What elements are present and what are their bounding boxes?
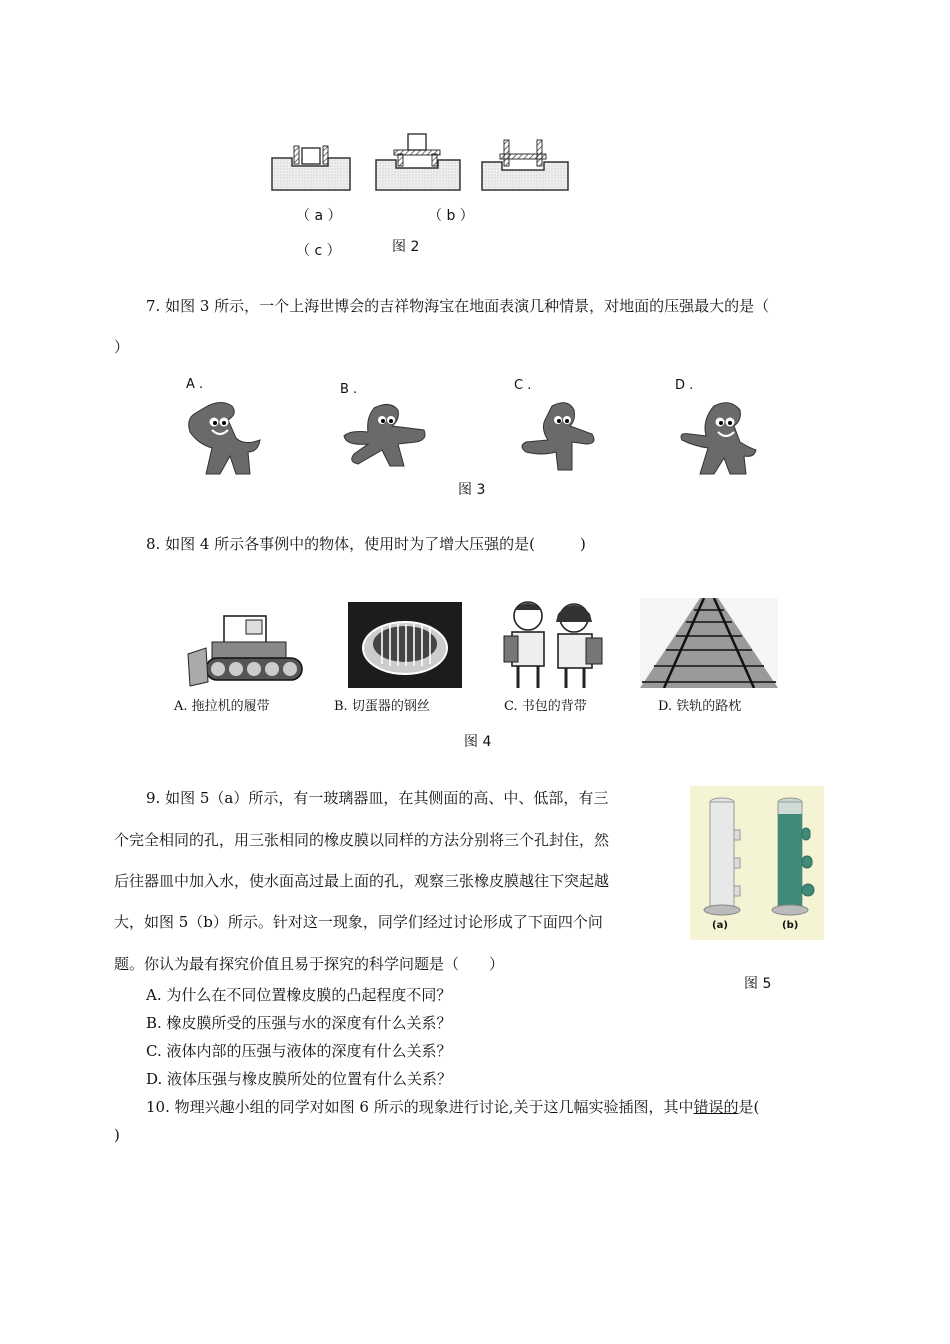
figure-3-option-b-label: B . [340, 382, 358, 397]
figure-3-option-d-label: D . [675, 378, 694, 393]
question-9-line5: 题。你认为最有探究价值且易于探究的科学问题是（ ） [114, 955, 505, 973]
question-10-line2: ) [114, 1126, 120, 1144]
question-9-option-d: D. 液体压强与橡皮膜所处的位置有什么关系？ [146, 1070, 453, 1088]
figure-4-caption-d: D. 铁轨的路枕 [658, 699, 742, 714]
figure-4-caption-a: A. 拖拉机的履带 [174, 699, 270, 714]
question-10-prefix: 10. 物理兴趣小组的同学对如图 6 所示的现象进行讨论,关于这几幅实验插图，其中 [146, 1098, 694, 1116]
haibao-d-figure [670, 398, 770, 480]
figure-4-caption-c: C. 书包的背带 [504, 699, 587, 714]
question-10-suffix: 是( [738, 1098, 760, 1116]
figure-3-option-a-label: A . [186, 377, 204, 392]
haibao-a-figure [180, 398, 280, 480]
question-8-text: 8. 如图 4 所示各事例中的物体，使用时为了增大压强的是( ) [146, 535, 586, 553]
figure-4-caption-b: B. 切蛋器的钢丝 [334, 699, 430, 714]
railway-image [640, 598, 778, 688]
question-9-option-a: A. 为什么在不同位置橡皮膜的凸起程度不同？ [146, 986, 452, 1004]
haibao-b-figure [338, 400, 434, 480]
question-9-line4: 大，如图 5（b）所示。针对这一现象，同学们经过讨论形成了下面四个问 [114, 913, 603, 931]
figure-4-caption: 图 4 [464, 734, 492, 750]
question-9-option-b: B. 橡皮膜所受的压强与水的深度有什么关系？ [146, 1014, 452, 1032]
figure-2-drawings [268, 132, 578, 198]
schoolbag-image [494, 596, 616, 692]
figure-2c-label: （ c ） [296, 243, 341, 259]
question-10-line1 [146, 1097, 759, 1117]
tractor-image [186, 598, 310, 694]
question-9-option-c: C. 液体内部的压强与液体的深度有什么关系？ [146, 1042, 452, 1060]
haibao-c-figure [512, 398, 602, 480]
figure-2b-drawing [376, 134, 460, 190]
figure-3-caption: 图 3 [458, 482, 486, 498]
figure-2a-label: （ a ） [296, 208, 342, 224]
question-9-line2: 个完全相同的孔，用三张相同的橡皮膜以同样的方法分别将三个孔封住，然 [114, 831, 610, 849]
question-7-line2: ） [114, 338, 130, 356]
question-9-line3: 后往器皿中加入水，使水面高过最上面的孔，观察三张橡皮膜越往下突起越 [114, 872, 610, 890]
figure-2b-label: （ b ） [428, 208, 474, 224]
figure-5a-label: (a) [712, 920, 728, 931]
figure-5-caption: 图 5 [744, 976, 772, 992]
figure-2-caption: 图 2 [392, 239, 420, 255]
question-7-line1: 7. 如图 3 所示，一个上海世博会的吉祥物海宝在地面表演几种情景，对地面的压强最大的是（ [146, 297, 770, 315]
figure-5-image [690, 786, 824, 940]
question-10-emphasis: 错误的 [693, 1098, 739, 1116]
figure-3-option-c-label: C . [514, 378, 532, 393]
egg-slicer-image [348, 602, 462, 688]
figure-5b-label: (b) [782, 920, 799, 931]
figure-2c-drawing [482, 140, 568, 190]
figure-2a-drawing [272, 146, 350, 190]
question-9-line1: 9. 如图 5（a）所示，有一玻璃器皿，在其侧面的高、中、低部，有三 [146, 789, 609, 807]
